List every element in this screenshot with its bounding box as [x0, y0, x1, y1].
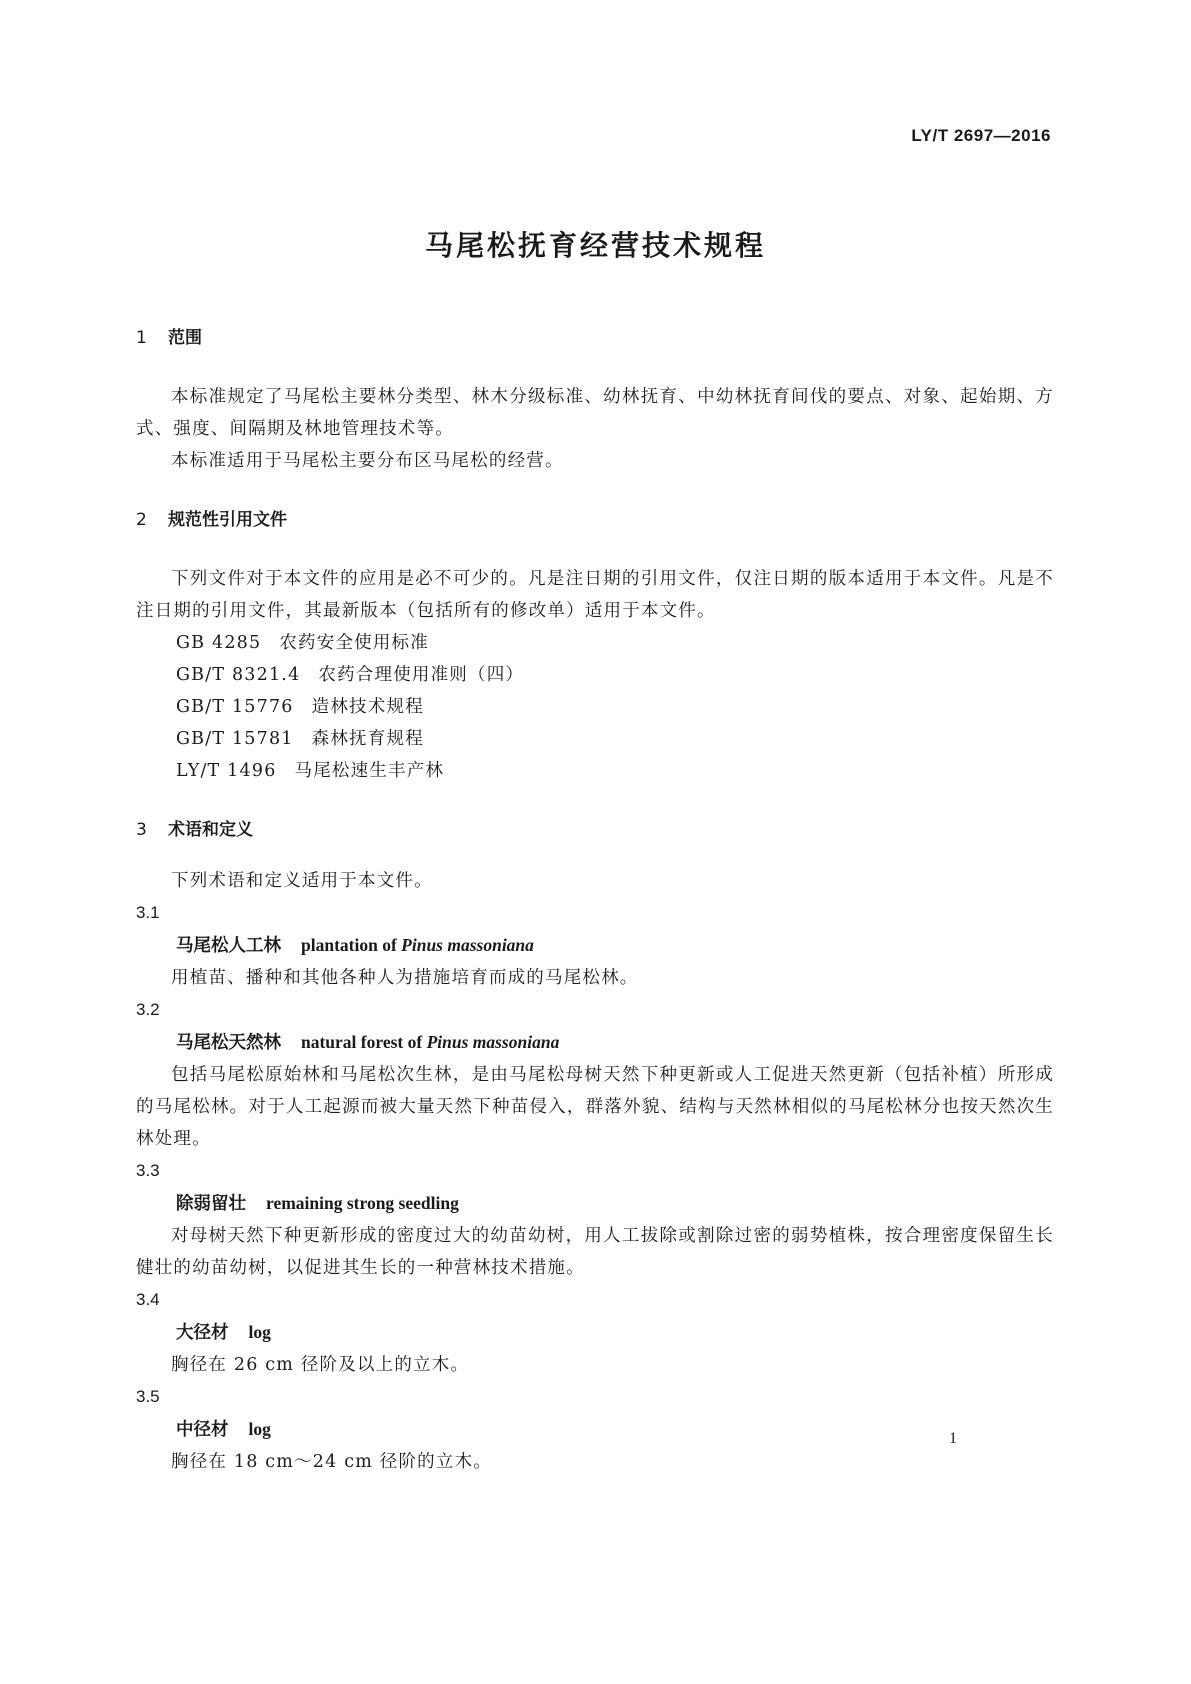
term-definition: 胸径在 26 cm 径阶及以上的立木。 — [171, 1355, 470, 1375]
term-number: 3.1 — [136, 903, 160, 922]
reference-title: 森林抚育规程 — [311, 729, 424, 749]
section-number: 3 — [136, 820, 147, 840]
term-name-en: remaining strong seedling — [266, 1193, 459, 1213]
term-name-zh: 中径材 — [176, 1420, 229, 1440]
section-number: 1 — [136, 328, 147, 348]
paragraph: 本标准适用于马尾松主要分布区马尾松的经营。 — [171, 451, 564, 471]
reference-code: GB/T 15781 — [176, 729, 294, 749]
term-name-en: log — [248, 1322, 271, 1342]
term-name-zh: 马尾松人工林 — [176, 936, 281, 956]
term-name-zh: 大径材 — [176, 1323, 229, 1343]
term-name-zh: 马尾松天然林 — [176, 1033, 281, 1053]
reference-code: GB 4285 — [176, 633, 262, 653]
term-name-en-italic: Pinus massoniana — [426, 1032, 560, 1052]
reference-title: 马尾松速生丰产林 — [294, 761, 445, 781]
term-definition: 包括马尾松原始林和马尾松次生林，是由马尾松母树天然下种更新或人工促进天然更新（包括补植）所形成的马尾松林。对于人工起源而被大量天然下种苗侵入，群落外貌、结构与天然林相似的马尾松林分也按天然次生林处理。 — [136, 1065, 1054, 1149]
section-heading-scope — [136, 325, 1054, 351]
section-title: 范围 — [168, 328, 202, 348]
paragraph: 下列文件对于本文件的应用是必不可少的。凡是注日期的引用文件，仅注日期的版本适用于本文件。凡是不注日期的引用文件，其最新版本（包括所有的修改单）适用于本文件。 — [136, 569, 1054, 621]
term-number: 3.5 — [136, 1387, 160, 1406]
reference-item — [136, 627, 1054, 659]
term-name-en: plantation of — [301, 935, 402, 955]
section-number: 2 — [136, 510, 147, 530]
document-body — [136, 325, 1054, 1478]
term-name-en-italic: Pinus massoniana — [401, 935, 534, 955]
section-heading-terms — [136, 817, 1054, 843]
term-name-zh: 除弱留壮 — [176, 1194, 246, 1214]
term-number: 3.4 — [136, 1290, 160, 1309]
reference-item — [136, 755, 1054, 787]
reference-title: 造林技术规程 — [311, 697, 424, 717]
term-name — [136, 929, 1054, 962]
paragraph: 本标准规定了马尾松主要林分类型、林木分级标准、幼林抚育、中幼林抚育间伐的要点、对象、起始期、方式、强度、间隔期及林地管理技术等。 — [136, 387, 1054, 439]
term-number: 3.3 — [136, 1161, 160, 1180]
standard-code: LY/T 2697—2016 — [911, 126, 1051, 145]
term-definition: 胸径在 18 cm～24 cm 径阶的立木。 — [171, 1452, 492, 1472]
reference-item — [136, 723, 1054, 755]
section-title: 规范性引用文件 — [168, 510, 287, 530]
paragraph: 下列术语和定义适用于本文件。 — [171, 871, 433, 891]
reference-code: GB/T 15776 — [176, 697, 294, 717]
reference-item — [136, 659, 1054, 691]
reference-title: 农药安全使用标准 — [279, 633, 429, 653]
reference-item — [136, 691, 1054, 723]
term-name — [136, 1026, 1054, 1059]
term-name — [136, 1413, 1054, 1446]
term-definition: 用植苗、播种和其他各种人为措施培育而成的马尾松林。 — [171, 968, 639, 988]
term-name — [136, 1316, 1054, 1349]
page-number: 1 — [949, 1430, 957, 1447]
reference-code: LY/T 1496 — [176, 761, 277, 781]
term-definition: 对母树天然下种更新形成的密度过大的幼苗幼树，用人工拔除或割除过密的弱势植株，按合理密度保留生长健壮的幼苗幼树，以促进其生长的一种营林技术措施。 — [136, 1226, 1054, 1278]
section-title: 术语和定义 — [168, 820, 253, 840]
term-number: 3.2 — [136, 1000, 160, 1019]
document-title: 马尾松抚育经营技术规程 — [424, 229, 766, 262]
term-name — [136, 1187, 1054, 1220]
reference-code: GB/T 8321.4 — [176, 665, 301, 685]
section-heading-normative-references — [136, 507, 1054, 533]
term-name-en: log — [248, 1419, 271, 1439]
reference-title: 农药合理使用准则（四） — [318, 665, 525, 685]
term-name-en: natural forest of — [301, 1032, 427, 1052]
